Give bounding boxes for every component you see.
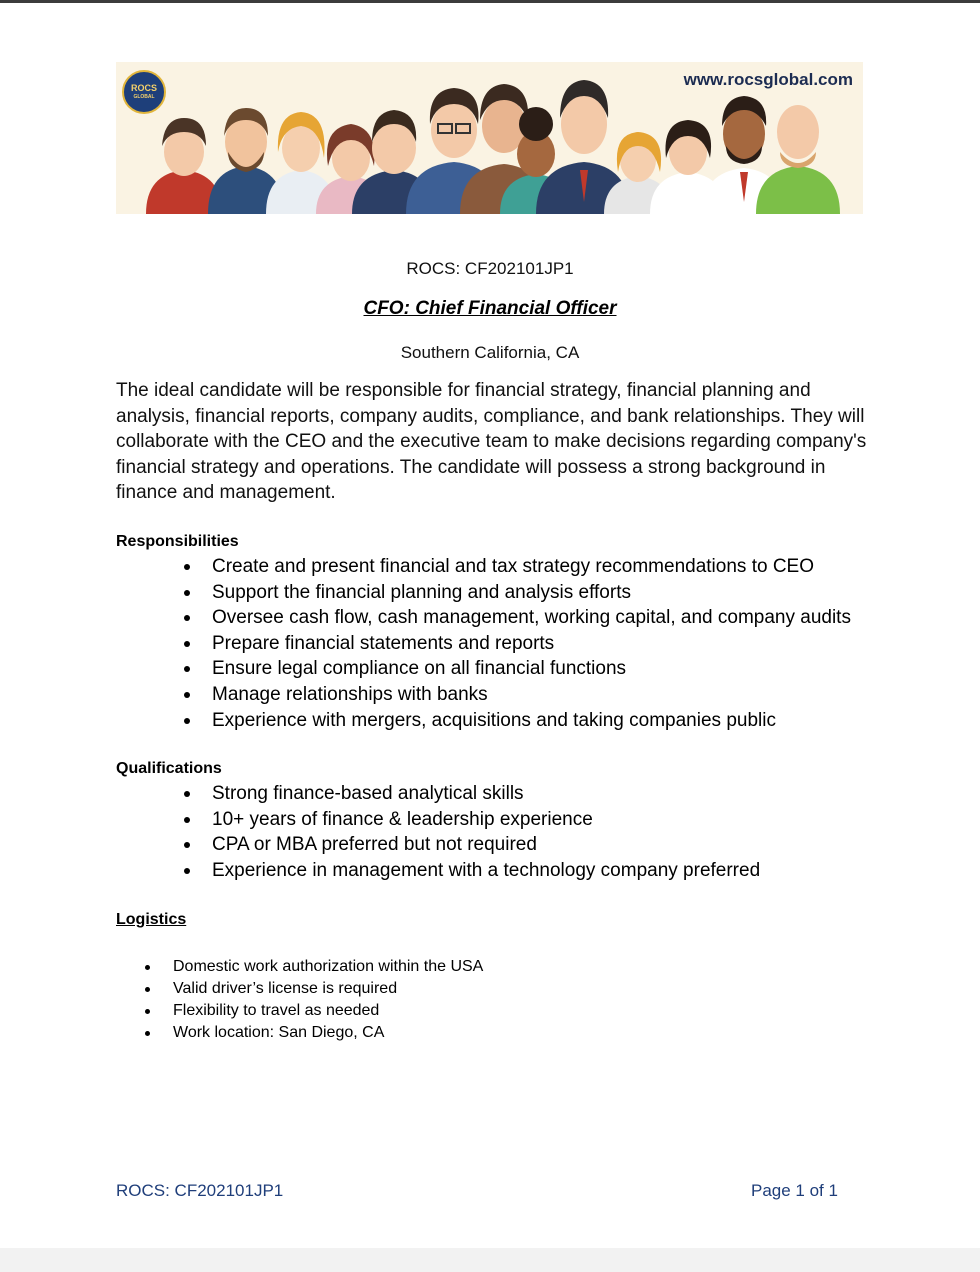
list-item: Domestic work authorization within the USA bbox=[140, 956, 640, 978]
list-item: Create and present financial and tax strategy recommendations to CEO bbox=[178, 554, 878, 580]
job-description: The ideal candidate will be responsible for financial strategy, financial planning and analysis, financial reports, company audits, compliance, and bank relationships. They will collaborate with the CEO and the executive team to make decisions regarding company's financial strategy and operations. The candidate will possess a strong background in finance and management. bbox=[116, 380, 867, 503]
logistics-heading: Logistics bbox=[116, 911, 187, 928]
list-item: Manage relationships with banks bbox=[178, 682, 878, 708]
list-item: Experience in management with a technology company preferred bbox=[178, 858, 878, 884]
page-bottom-edge bbox=[0, 1248, 980, 1272]
top-border bbox=[0, 0, 980, 3]
logistics-list bbox=[140, 956, 640, 1044]
job-title: CFO: Chief Financial Officer bbox=[363, 298, 617, 319]
list-item: 10+ years of finance & leadership experience bbox=[178, 807, 878, 833]
person-figure bbox=[756, 105, 840, 214]
qualifications-list bbox=[178, 781, 878, 883]
list-item: Valid driver’s license is required bbox=[140, 978, 640, 1000]
list-item: Work location: San Diego, CA bbox=[140, 1022, 640, 1044]
list-item: Support the financial planning and analysis efforts bbox=[178, 580, 878, 606]
list-item: Strong finance-based analytical skills bbox=[178, 781, 878, 807]
page-number: Page 1 of 1 bbox=[751, 1181, 838, 1200]
list-item: Oversee cash flow, cash management, working capital, and company audits bbox=[178, 605, 878, 631]
responsibilities-list bbox=[178, 554, 878, 733]
responsibilities-heading: Responsibilities bbox=[116, 533, 239, 550]
list-item: Prepare financial statements and reports bbox=[178, 631, 878, 657]
header-banner bbox=[116, 62, 863, 214]
list-item: Experience with mergers, acquisitions and taking companies public bbox=[178, 708, 878, 734]
logo-text: ROCS bbox=[130, 83, 157, 93]
footer-job-code: ROCS: CF202101JP1 bbox=[116, 1181, 284, 1200]
job-code: ROCS: CF202101JP1 bbox=[406, 259, 574, 278]
qualifications-heading: Qualifications bbox=[116, 760, 222, 777]
list-item: CPA or MBA preferred but not required bbox=[178, 832, 878, 858]
job-location: Southern California, CA bbox=[400, 343, 580, 362]
rocs-logo bbox=[122, 70, 166, 114]
logo-subtext: GLOBAL bbox=[133, 94, 155, 100]
list-item: Flexibility to travel as needed bbox=[140, 1000, 640, 1022]
website-url: www.rocsglobal.com bbox=[683, 70, 853, 89]
list-item: Ensure legal compliance on all financial functions bbox=[178, 656, 878, 682]
